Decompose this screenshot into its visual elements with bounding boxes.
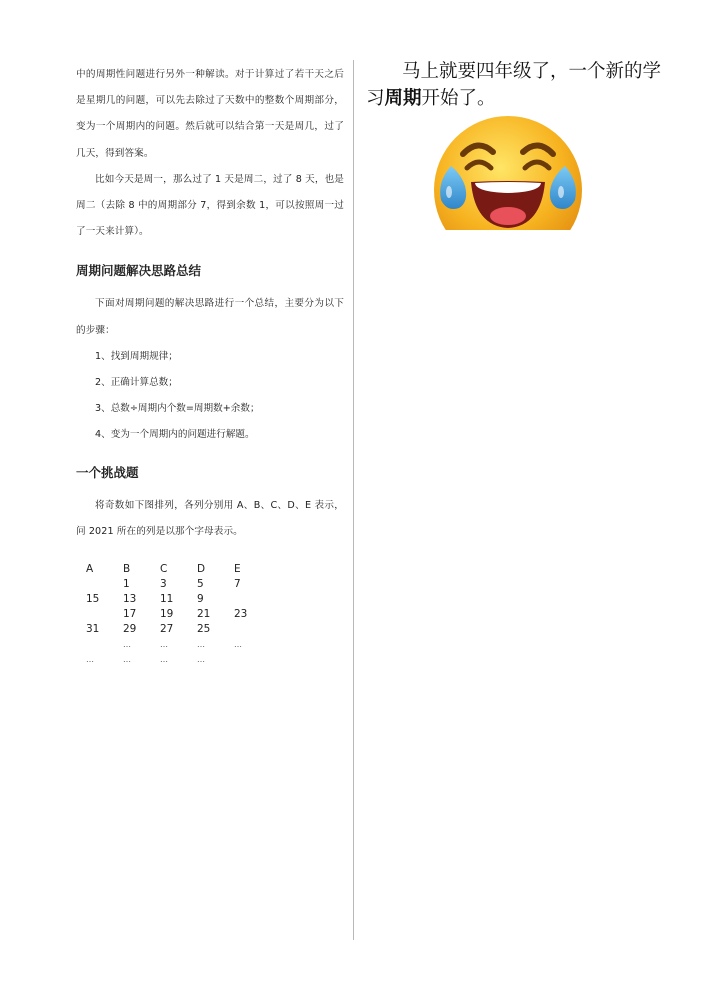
table-cell: [234, 622, 271, 637]
step-item: 4、变为一个周期内的问题进行解题。: [95, 429, 255, 441]
table-cell: [86, 607, 123, 622]
table-cell: E: [234, 562, 241, 575]
left-column: [76, 62, 344, 667]
table-cell: …: [197, 655, 205, 665]
table-cell: …: [123, 640, 131, 650]
table-cell: 21: [197, 608, 211, 621]
table-cell: A: [86, 562, 94, 575]
section-title-summary: 周期问题解决思路总结: [76, 263, 202, 279]
headline-bold-word: 周期: [384, 88, 422, 109]
table-cell: [86, 576, 123, 591]
summary-intro: 下面对周期问题的解决思路进行一个总结，主要分为以下的步骤：: [76, 298, 344, 336]
table-cell: 9: [197, 593, 204, 606]
table-cell: 19: [160, 608, 174, 621]
right-column: [366, 58, 666, 112]
table-cell: 27: [160, 623, 174, 636]
paragraph-intro: 中的周期性问题进行另外一种解读。对于计算过了若干天之后是星期几的问题，可以先去除过了天数中的整数个周期部分，变为一个周期内的问题。然后就可以结合第一天是周几，过了几天，得到答案。: [76, 69, 344, 159]
tears-of-joy-icon: [433, 116, 583, 230]
table-row: [86, 637, 271, 652]
table-cell: C: [160, 562, 168, 575]
table-row: [86, 622, 271, 637]
table-cell: B: [123, 562, 131, 575]
challenge-intro: 将奇数如下图排列，各列分别用 A、B、C、D、E 表示，问 2021 所在的列是以那个字母表示。: [76, 499, 344, 537]
step-item: 3、总数÷周期内个数=周期数+余数；: [95, 403, 260, 415]
steps-list: [76, 344, 344, 449]
table-cell: 5: [197, 577, 204, 590]
headline-text: 马上就要四年级了，一个新的学习: [366, 61, 662, 109]
table-cell: 11: [160, 593, 174, 606]
table-cell: 23: [234, 608, 248, 621]
table-cell: 29: [123, 623, 137, 636]
table-cell: [86, 637, 123, 652]
tears-of-joy-emoji: [433, 116, 583, 230]
table-cell: 25: [197, 623, 211, 636]
table-cell: 7: [234, 577, 241, 590]
table-cell: [234, 652, 271, 667]
table-cell: …: [234, 640, 242, 650]
table-row: [86, 576, 271, 591]
table-row: [86, 652, 271, 667]
column-divider: [353, 60, 354, 940]
section-title-challenge: 一个挑战题: [76, 464, 139, 480]
step-item: 1、找到周期规律；: [95, 350, 178, 362]
table-row: [86, 607, 271, 622]
table-cell: …: [86, 655, 94, 665]
table-cell: [234, 591, 271, 606]
table-cell: 1: [123, 577, 130, 590]
table-cell: …: [123, 655, 131, 665]
headline-text-end: 开始了。: [421, 88, 496, 109]
table-cell: 3: [160, 577, 167, 590]
table-cell: …: [160, 640, 168, 650]
table-cell: D: [197, 562, 206, 575]
table-cell: …: [197, 640, 205, 650]
table-cell: …: [160, 655, 168, 665]
step-item: 2、正确计算总数；: [95, 377, 178, 389]
paragraph-example: 比如今天是周一，那么过了 1 天是周二，过了 8 天，也是周二（去除 8 中的周期部分 7，得到余数 1，可以按照周一过了一天来计算）。: [76, 173, 344, 238]
table-cell: 17: [123, 608, 137, 621]
table-row: [86, 561, 271, 576]
headline: [366, 58, 666, 112]
table-cell: 13: [123, 593, 137, 606]
table-cell: 31: [86, 623, 100, 636]
odd-number-table: [86, 561, 271, 667]
table-cell: 15: [86, 593, 100, 606]
table-row: [86, 591, 271, 606]
